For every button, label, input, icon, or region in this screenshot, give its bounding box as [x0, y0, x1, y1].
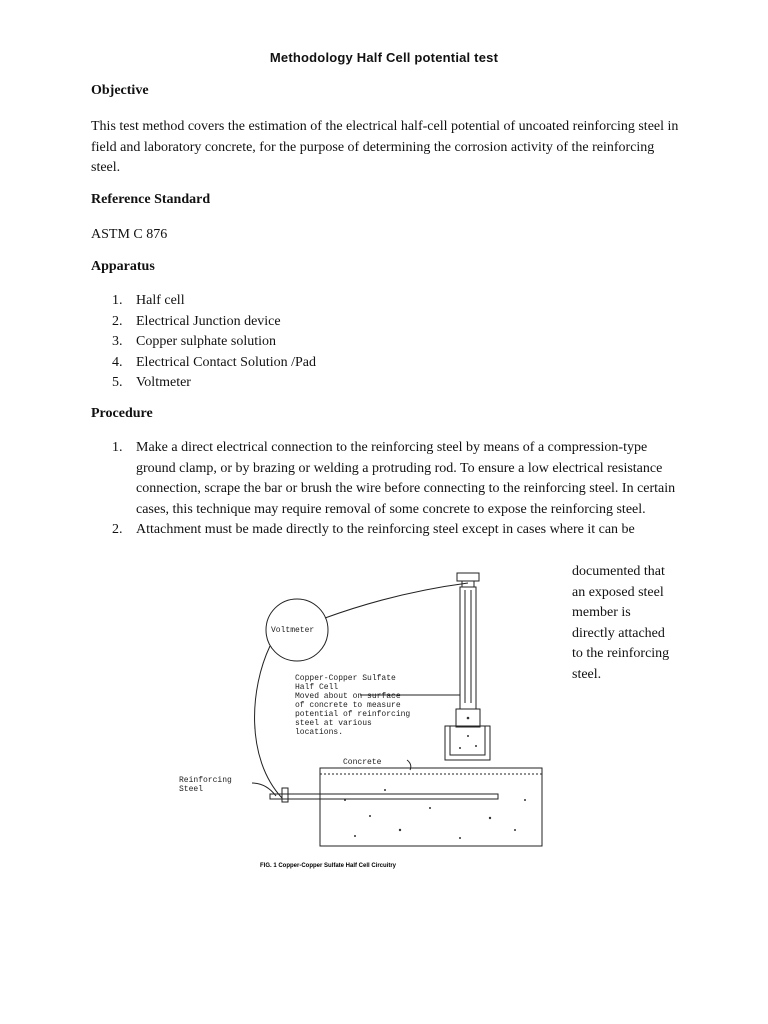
list-text: Make a direct electrical connection to the reinforcing steel by means of a compression-type ground clamp, or by brazing or welding a protruding rod. To ensure a low electrical resistance connection, scrape the bar or brush the wire before connecting to the reinforcing steel. In certain cases, this technique may require removal of some concrete to expose the reinforcing steel.	[136, 440, 676, 517]
list-item	[112, 312, 316, 333]
reference-heading: Reference Standard	[91, 192, 211, 207]
cell-label-2: Half Cell	[295, 683, 339, 692]
list-text: Electrical Contact Solution /Pad	[136, 354, 317, 370]
procedure-list	[112, 438, 682, 541]
page-title: Methodology Half Cell potential test	[269, 50, 499, 65]
steel-label-2: Steel	[179, 785, 204, 794]
apparatus-heading: Apparatus	[91, 259, 155, 274]
list-number: 3.	[112, 334, 123, 349]
cell-label-1: Copper-Copper Sulfate	[295, 674, 396, 683]
wire-to-steel	[255, 646, 282, 798]
cell-desc-4: steel at various	[295, 719, 372, 728]
half-cell-cap	[457, 573, 479, 581]
wrap-line: steel.	[572, 666, 602, 682]
list-text: Copper sulphate solution	[136, 334, 276, 349]
list-text: Half cell	[136, 293, 185, 308]
reference-text: ASTM C 876	[91, 227, 168, 242]
wire-to-cell	[325, 583, 468, 618]
half-cell-circuit-diagram	[170, 568, 560, 873]
cell-desc-2: of concrete to measure	[295, 701, 401, 710]
objective-heading: Objective	[91, 83, 149, 98]
list-text: Attachment must be made directly to the reinforcing steel except in cases where it can be	[136, 522, 635, 537]
concrete-label: Concrete	[343, 758, 382, 767]
cell-desc-3: potential of reinforcing	[295, 710, 411, 719]
procedure-heading: Procedure	[91, 406, 153, 421]
concrete-block	[320, 768, 542, 846]
list-item	[112, 373, 316, 394]
reinforcing-bar	[270, 794, 498, 799]
list-item	[112, 332, 316, 353]
voltmeter-label: Voltmeter	[271, 626, 315, 635]
cell-desc-1: Moved about on surface	[295, 692, 401, 701]
list-number: 5.	[112, 375, 123, 390]
steel-label-1: Reinforcing	[179, 776, 232, 785]
list-item	[112, 438, 682, 520]
wrap-line: documented that	[572, 564, 665, 579]
wrap-line: to the reinforcing	[572, 646, 670, 661]
list-text: Voltmeter	[136, 375, 191, 390]
apparatus-list	[112, 291, 316, 394]
list-item	[112, 291, 316, 312]
list-item	[112, 520, 682, 541]
half-cell-tube	[460, 587, 476, 709]
ground-clamp	[282, 788, 288, 802]
wrap-line: directly attached	[572, 625, 665, 641]
list-number: 1.	[112, 293, 123, 308]
figure-caption: FIG. 1 Copper-Copper Sulfate Half Cell Circuitry	[260, 863, 397, 869]
procedure-2-continuation	[572, 562, 692, 685]
list-number: 2.	[112, 313, 123, 329]
wrap-line: member is	[572, 605, 631, 620]
list-item	[112, 353, 316, 374]
list-number: 2.	[112, 522, 123, 537]
wrap-line: an exposed steel	[572, 584, 664, 600]
objective-text: This test method covers the estimation of the electrical half-cell potential of uncoated reinforcing steel in field and laboratory concrete, for the purpose of determining the corrosion activity of the reinforcing steel.	[91, 119, 679, 175]
list-text: Electrical Junction device	[136, 313, 281, 329]
cell-desc-5: locations.	[295, 728, 344, 737]
list-number: 4.	[112, 354, 123, 370]
list-number: 1.	[112, 440, 123, 455]
